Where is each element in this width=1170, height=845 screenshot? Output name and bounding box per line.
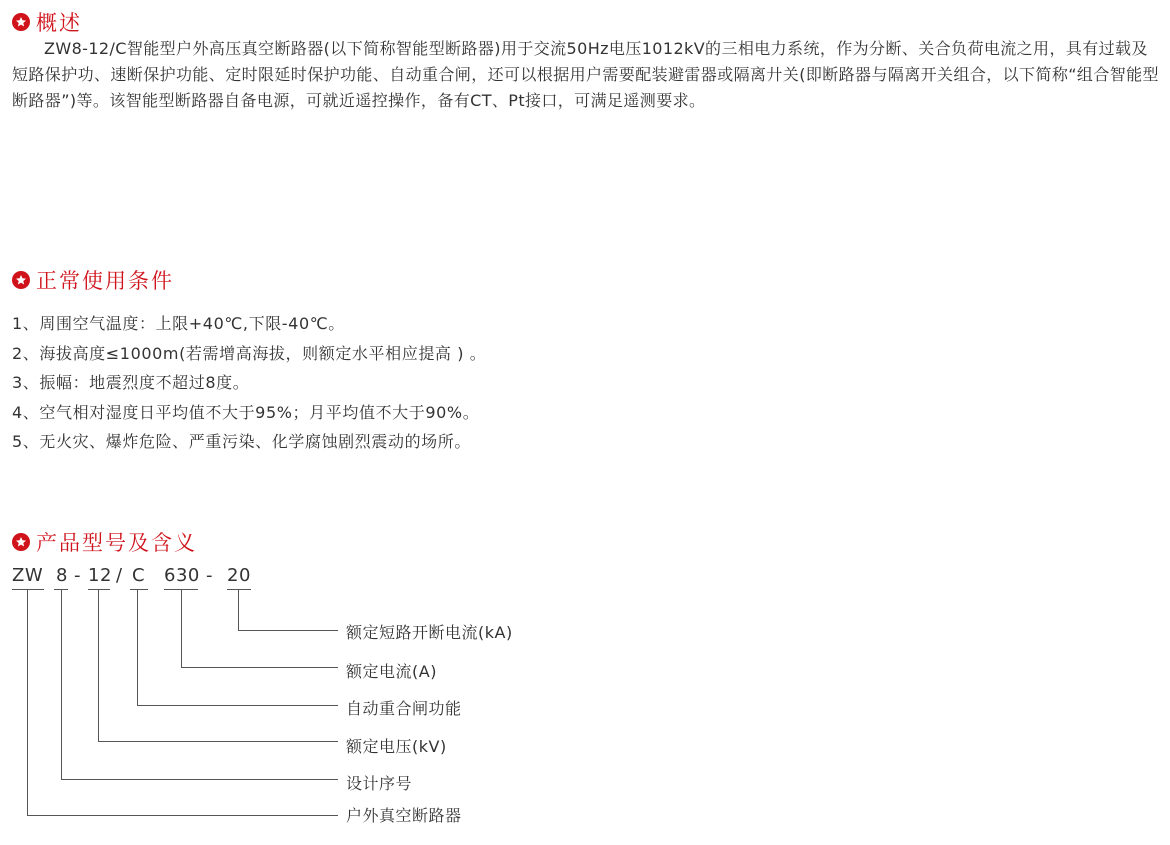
model-label-auto-reclose: 自动重合闸功能	[346, 699, 462, 718]
model-label-design-no: 设计序号	[346, 774, 413, 793]
section-title-overview	[12, 7, 82, 37]
model-label-rated-current: 额定电流(A)	[346, 662, 437, 681]
model-code-dash: -	[206, 565, 213, 586]
model-code-type: ZW	[12, 565, 44, 586]
model-label-outdoor-vcb: 户外真空断路器	[346, 806, 462, 825]
model-code-slash: /	[116, 565, 123, 586]
conditions-title: 正常使用条件	[36, 269, 174, 293]
model-title: 产品型号及含义	[36, 531, 197, 555]
conditions-list	[12, 309, 486, 457]
overview-paragraph: ZW8-12/C智能型户外高压真空断路器(以下简称智能型断路器)用于交流50Hz电压1012kV的三相电力系统，作为分断、关合负荷电流之用，具有过载及短路保护功、速断保护功能、定时限延时保护功能、自动重合闸，还可以根据用户需要配装避雷器或隔离廾关(即断路器与隔离开关组合，以下简称“组合智能型断路器”)等。该智能型断路器自备电源，可就近遥控操作，备有CT、Pt接口，可满足遥测要求。	[12, 39, 1159, 110]
model-code-voltage: 12	[88, 565, 112, 586]
model-code-breaking-current: 20	[227, 565, 251, 586]
list-item: 5、无火灾、爆炸危险、严重污染、化学腐蚀剧烈震动的场所。	[12, 432, 471, 451]
star-badge-icon	[12, 533, 30, 551]
model-code-dash: -	[74, 565, 81, 586]
list-item: 1、周围空气温度：上限+40℃,下限-40℃。	[12, 314, 345, 333]
model-code-design-no: 8	[56, 565, 68, 586]
overview-title: 概述	[36, 11, 82, 35]
list-item: 3、振幅：地震烈度不超过8度。	[12, 373, 250, 392]
list-item: 4、空气相对湿度日平均值不大于95%；月平均值不大于90%。	[12, 402, 480, 422]
section-title-conditions	[12, 265, 174, 295]
model-code-reclose: C	[132, 565, 146, 586]
model-label-rated-voltage: 额定电压(kV)	[346, 737, 447, 756]
star-badge-icon	[12, 13, 30, 31]
section-title-model	[12, 527, 197, 557]
model-code-current: 630	[164, 565, 200, 586]
model-label-breaking-current: 额定短路开断电流(kA)	[346, 623, 513, 642]
list-item: 2、海拔高度≤1000m(若需增高海拔，则额定水平相应提高 ) 。	[12, 343, 487, 363]
star-badge-icon	[12, 271, 30, 289]
